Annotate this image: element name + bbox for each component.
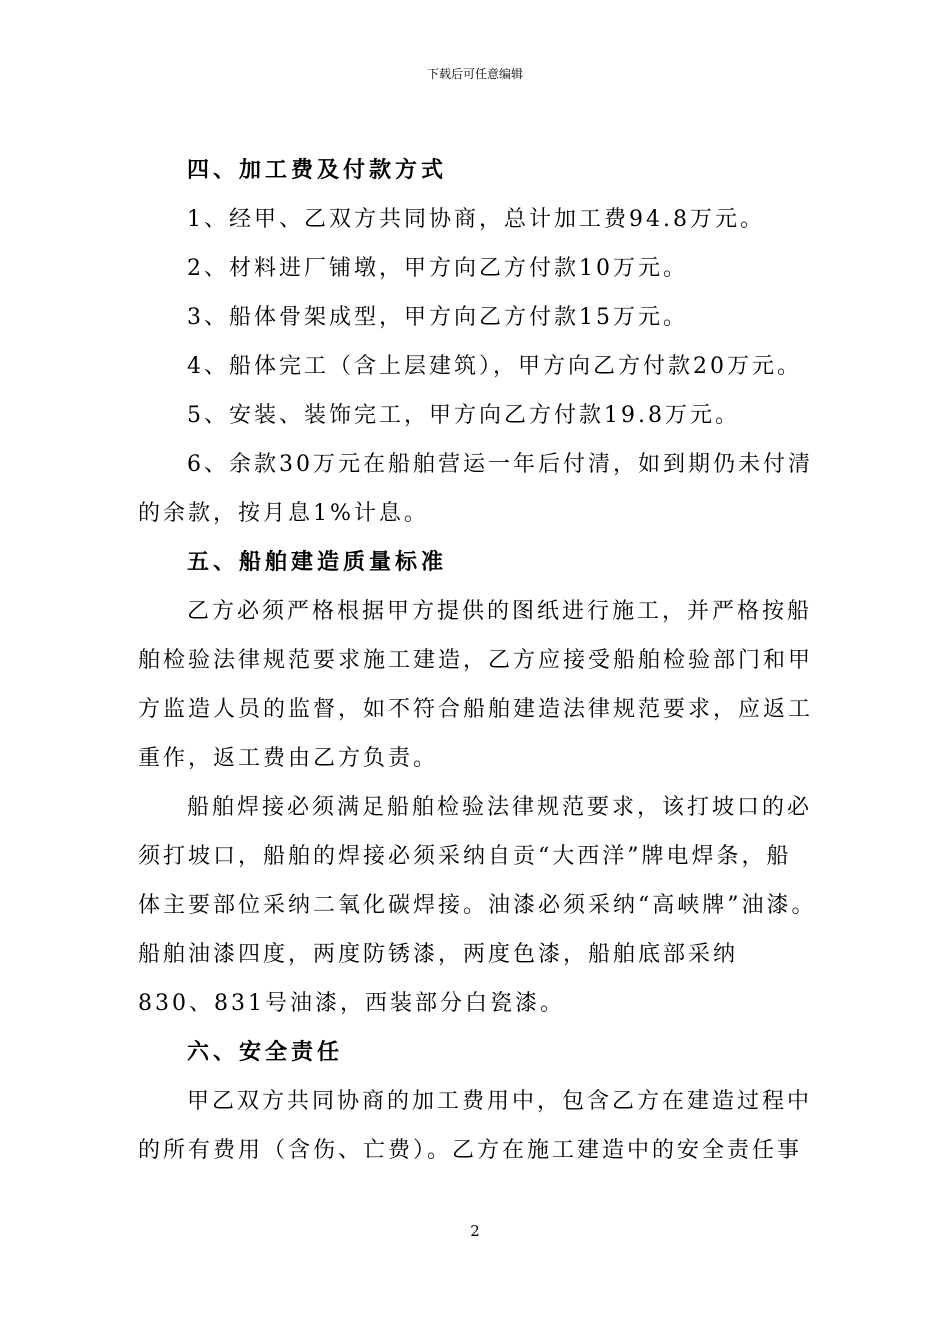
paragraph-line: 体主要部位采纳二氧化碳焊接。油漆必须采纳“高峡牌”油漆。 bbox=[138, 893, 817, 918]
document-body bbox=[138, 146, 853, 1175]
paragraph-line: 1、经甲、乙双方共同协商，总计加工费94.8万元。 bbox=[187, 207, 765, 232]
paragraph-line: 重作，返工费由乙方负责。 bbox=[138, 746, 439, 771]
paragraph-line: 830、831号油漆，西装部分白瓷漆。 bbox=[138, 991, 565, 1016]
paragraph-line: 的余款，按月息1%计息。 bbox=[138, 501, 429, 526]
paragraph-line: 5、安装、装饰完工，甲方向乙方付款19.8万元。 bbox=[187, 403, 740, 428]
paragraph-line: 船舶油漆四度，两度防锈漆，两度色漆，船舶底部采纳 bbox=[138, 942, 739, 967]
paragraph-line: 2、材料进厂铺墩，甲方向乙方付款10万元。 bbox=[187, 256, 688, 281]
paragraph-line: 的所有费用（含伤、亡费）。乙方在施工建造中的安全责任事 bbox=[138, 1138, 803, 1163]
section-heading-safety: 六、安全责任 bbox=[187, 1039, 344, 1065]
page-header: 下载后可任意编辑 bbox=[426, 67, 523, 81]
paragraph-line: 甲乙双方共同协商的加工费用中，包含乙方在建造过程中 bbox=[187, 1089, 813, 1114]
paragraph-line: 3、船体骨架成型，甲方向乙方付款15万元。 bbox=[187, 305, 688, 330]
paragraph-line: 方监造人员的监督，如不符合船舶建造法律规范要求，应返工 bbox=[138, 697, 814, 722]
paragraph-line: 4、船体完工（含上层建筑），甲方向乙方付款20万元。 bbox=[187, 354, 802, 379]
paragraph-line: 舶检验法律规范要求施工建造，乙方应接受船舶检验部门和甲 bbox=[138, 648, 814, 673]
page-number: 2 bbox=[470, 1222, 480, 1240]
section-heading-quality: 五、船舶建造质量标准 bbox=[187, 549, 448, 575]
paragraph-line: 乙方必须严格根据甲方提供的图纸进行施工，并严格按船 bbox=[187, 599, 813, 624]
paragraph-line: 船舶焊接必须满足船舶检验法律规范要求，该打坡口的必 bbox=[187, 795, 813, 820]
section-heading-payment: 四、加工费及付款方式 bbox=[187, 157, 448, 183]
paragraph-line: 6、余款30万元在船舶营运一年后付清，如到期仍未付清 bbox=[187, 452, 813, 477]
paragraph-line: 须打坡口，船舶的焊接必须采纳自贡“大西洋”牌电焊条，船 bbox=[138, 844, 792, 869]
